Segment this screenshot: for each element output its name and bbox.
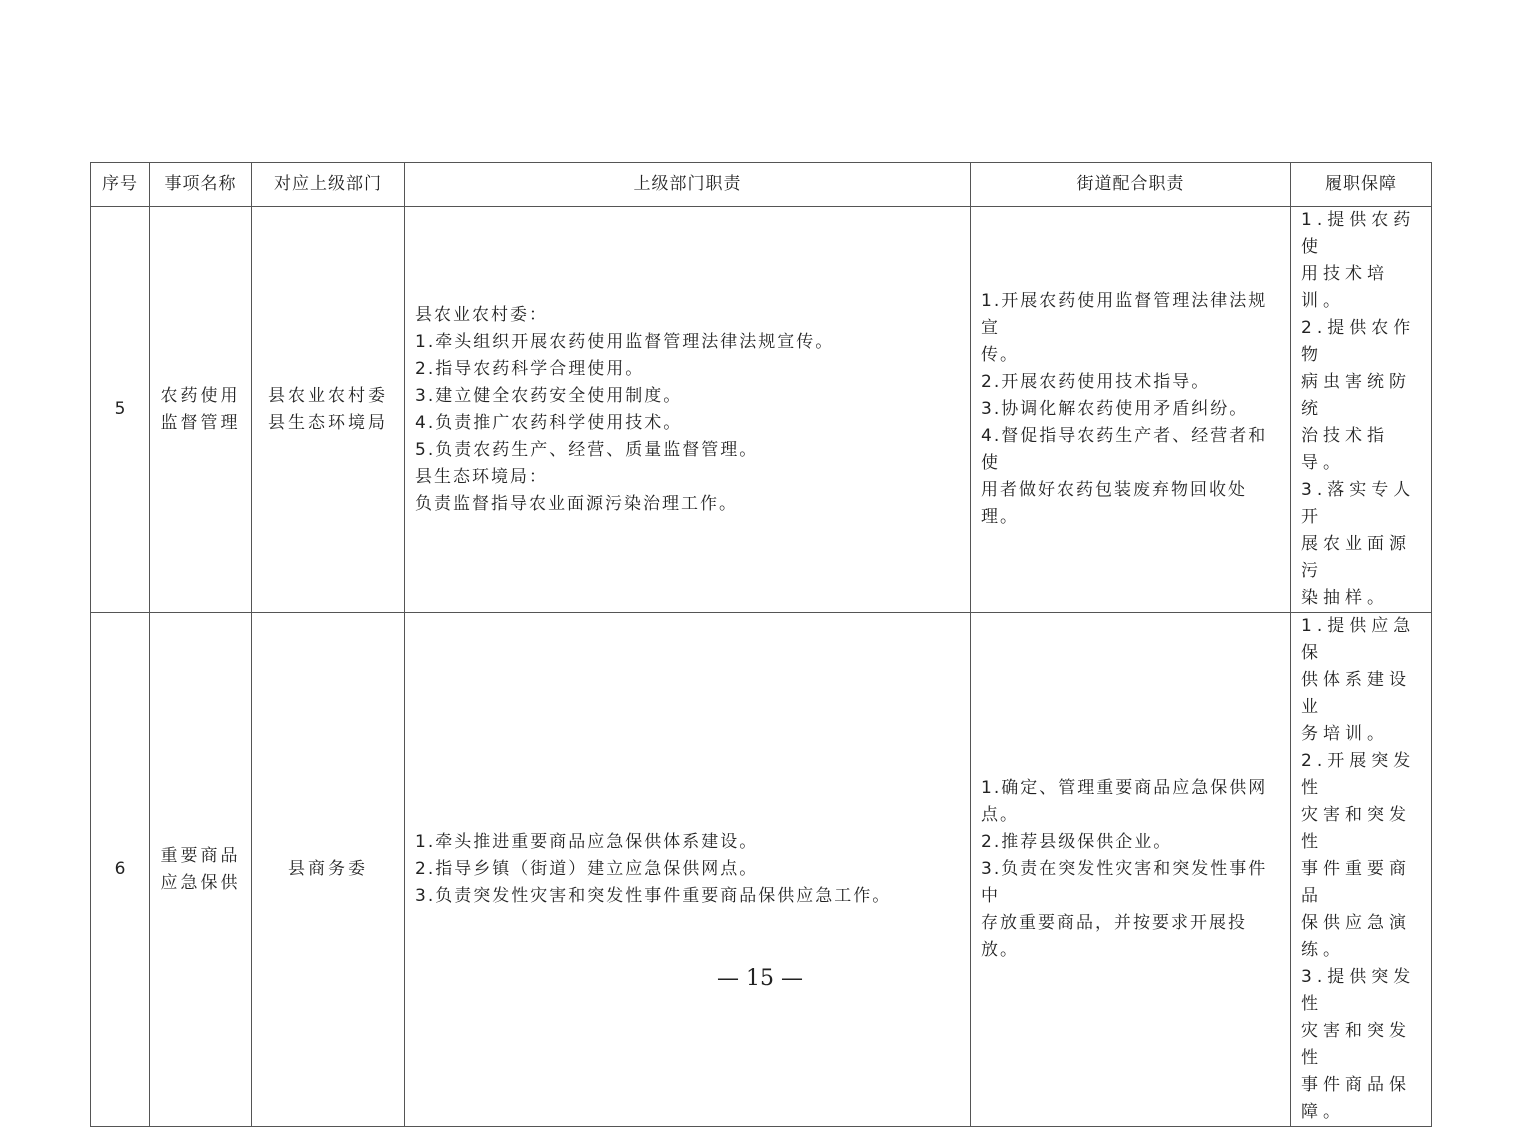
street-duty-line: 3.协调化解农药使用矛盾纠纷。 <box>981 399 1249 419</box>
guarantee-line: 2.提供农作物 <box>1301 318 1416 365</box>
guarantee-line: 1.提供农药使 <box>1301 210 1416 257</box>
page-number: — 15 — <box>717 966 803 991</box>
guarantee-line: 展农业面源污 <box>1301 534 1411 581</box>
upper-duties-cell <box>405 613 971 1127</box>
upper-department-cell <box>252 613 405 1127</box>
guarantee-line: 1.提供应急保 <box>1301 616 1416 663</box>
guarantee-line: 练。 <box>1301 940 1345 960</box>
guarantee-cell <box>1291 613 1432 1127</box>
header-serial-number: 序号 <box>91 163 150 207</box>
guarantee-line: 3.落实专人开 <box>1301 480 1416 527</box>
guarantee-line: 2.开展突发性 <box>1301 751 1416 798</box>
header-guarantee: 履职保障 <box>1291 163 1432 207</box>
guarantee-line: 用技术培训。 <box>1301 264 1389 311</box>
guarantee-line: 保供应急演 <box>1301 913 1411 933</box>
table-row <box>91 207 1432 613</box>
upper-department-cell <box>252 207 405 613</box>
duty-line: 县生态环境局： <box>415 466 548 487</box>
item-name-line: 农药使用 <box>160 385 241 406</box>
header-street-duties: 街道配合职责 <box>971 163 1291 207</box>
guarantee-line: 染抽样。 <box>1301 588 1389 608</box>
department-line: 县农业农村委 <box>268 385 388 406</box>
guarantee-line: 灾害和突发性 <box>1301 805 1411 852</box>
guarantee-line: 3.提供突发性 <box>1301 967 1416 1014</box>
item-name-line: 应急保供 <box>160 872 241 893</box>
duty-line: 4.负责推广农药科学使用技术。 <box>415 412 683 433</box>
guarantee-line: 病虫害统防统 <box>1301 372 1411 419</box>
guarantee-line: 灾害和突发性 <box>1301 1021 1411 1068</box>
street-duty-line: 3.负责在突发性灾害和突发性事件中 <box>981 859 1268 906</box>
duty-line: 1.牵头组织开展农药使用监督管理法律法规宣传。 <box>415 331 835 352</box>
street-duty-line: 用者做好农药包装废弃物回收处理。 <box>981 480 1247 527</box>
duty-line: 5.负责农药生产、经营、质量监督管理。 <box>415 439 759 460</box>
street-duty-line: 存放重要商品，并按要求开展投放。 <box>981 913 1247 960</box>
guarantee-line: 治技术指导。 <box>1301 426 1389 473</box>
guarantee-line: 事件重要商品 <box>1301 859 1411 906</box>
guarantee-line: 事件商品保 <box>1301 1075 1411 1095</box>
street-duty-line: 2.推荐县级保供企业。 <box>981 832 1173 852</box>
duty-line: 3.负责突发性灾害和突发性事件重要商品保供应急工作。 <box>415 886 892 906</box>
header-item-name: 事项名称 <box>150 163 252 207</box>
street-duty-line: 1.开展农药使用监督管理法律法规宣 <box>981 291 1268 338</box>
header-upper-department: 对应上级部门 <box>252 163 405 207</box>
department-line: 县商务委 <box>288 859 368 879</box>
guarantee-line: 障。 <box>1301 1102 1345 1122</box>
duty-line: 负责监督指导农业面源污染治理工作。 <box>415 493 738 514</box>
street-duty-line: 4.督促指导农药生产者、经营者和使 <box>981 426 1268 473</box>
item-name-line: 监督管理 <box>160 412 241 433</box>
street-duty-line: 2.开展农药使用技术指导。 <box>981 372 1211 392</box>
street-duties-cell <box>971 207 1291 613</box>
street-duty-line: 1.确定、管理重要商品应急保供网点。 <box>981 778 1268 825</box>
upper-duties-cell <box>405 207 971 613</box>
duty-line: 2.指导乡镇（街道）建立应急保供网点。 <box>415 859 759 879</box>
guarantee-line: 供体系建设业 <box>1301 670 1411 717</box>
serial-number-cell: 6 <box>91 613 150 1127</box>
street-duty-line: 传。 <box>981 345 1019 365</box>
duty-line: 3.建立健全农药安全使用制度。 <box>415 385 683 406</box>
guarantee-cell <box>1291 207 1432 613</box>
item-name-cell <box>150 613 252 1127</box>
duty-line: 县农业农村委： <box>415 304 548 325</box>
duty-line: 2.指导农药科学合理使用。 <box>415 358 645 379</box>
street-duties-cell <box>971 613 1291 1127</box>
item-name-cell <box>150 207 252 613</box>
department-line: 县生态环境局 <box>268 412 388 433</box>
table-row <box>91 613 1432 1127</box>
serial-number-cell: 5 <box>91 207 150 613</box>
table-header-row <box>91 163 1432 207</box>
guarantee-line: 务培训。 <box>1301 724 1389 744</box>
duty-line: 1.牵头推进重要商品应急保供体系建设。 <box>415 832 759 852</box>
item-name-line: 重要商品 <box>160 845 241 866</box>
header-upper-duties: 上级部门职责 <box>405 163 971 207</box>
